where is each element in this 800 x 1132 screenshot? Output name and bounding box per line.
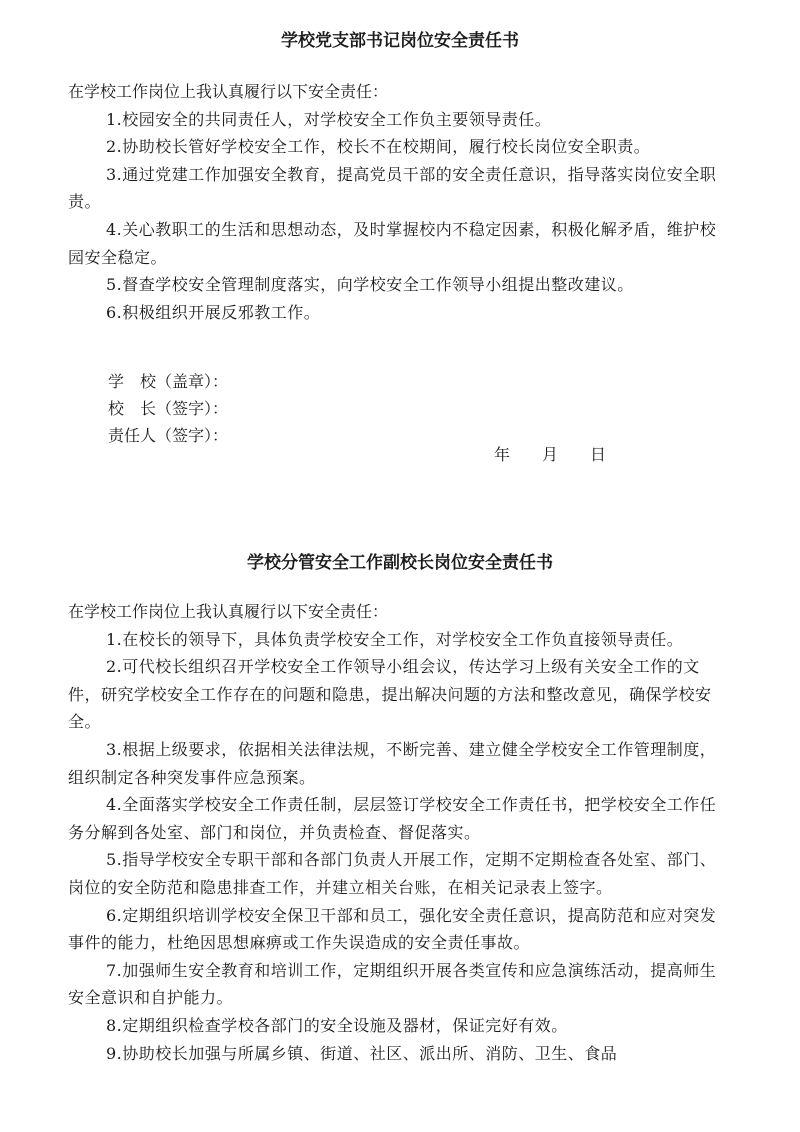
doc2-item-7: 7.加强师生安全教育和培训工作，定期组织开展各类宣传和应急演练活动，提高师生安全意识和自护能力。 (68, 960, 717, 1008)
doc2-item-5: 5.指导学校安全专职干部和各部门负责人开展工作，定期不定期检查各处室、部门、岗位的安全防范和隐患排查工作，并建立相关台账，在相关记录表上签字。 (68, 850, 717, 897)
doc1-item-2: 2.协助校长管好学校安全工作，校长不在校期间，履行校长岗位安全职责。 (106, 137, 651, 157)
doc2-item-3: 3.根据上级要求，依据相关法律法规，不断完善、建立健全学校安全工作管理制度，组织制定各种突发事件应急预案。 (68, 739, 717, 787)
doc1-body (68, 78, 732, 326)
doc1-item-3: 3.通过党建工作加强安全教育，提高党员干部的安全责任意识，指导落实岗位安全职责。 (68, 164, 717, 212)
doc1-signature-block (108, 368, 228, 449)
doc2-body (68, 598, 732, 1067)
doc1-item-4: 4.关心教职工的生活和思想动态，及时掌握校内不稳定因素，积极化解矛盾，维护校园安全稳定。 (68, 219, 717, 267)
doc2-item-2: 2.可代校长组织召开学校安全工作领导小组会议，传达学习上级有关安全工作的文件，研究学校安全工作存在的问题和隐患，提出解决问题的方法和整改意见，确保学校安全。 (68, 657, 712, 732)
doc1-item-1: 1.校园安全的共同责任人，对学校安全工作负主要领导责任。 (106, 109, 552, 129)
doc2-intro: 在学校工作岗位上我认真履行以下安全责任： (68, 602, 389, 621)
doc1-item-5: 5.督查学校安全管理制度落实，向学校安全工作领导小组提出整改建议。 (106, 275, 634, 295)
doc1-title: 学校党支部书记岗位安全责任书 (281, 31, 519, 51)
school-seal-line: 学 校（盖章）： (108, 372, 229, 391)
doc1-date-line: 年 月 日 (494, 445, 607, 464)
doc1-intro: 在学校工作岗位上我认真履行以下安全责任： (68, 82, 389, 101)
principal-signature-line: 校 长（签字）： (108, 399, 229, 418)
doc2-item-9: 9.协助校长加强与所属乡镇、街道、社区、派出所、消防、卫生、食品 (106, 1043, 618, 1063)
doc2-item-8: 8.定期组织检查学校各部门的安全设施及器材，保证完好有效。 (106, 1015, 568, 1035)
doc2-item-4: 4.全面落实学校安全工作责任制，层层签订学校安全工作责任书，把学校安全工作任务分解到各处室、部门和岗位，并负责检查、督促落实。 (68, 795, 717, 842)
doc2-title: 学校分管安全工作副校长岗位安全责任书 (247, 553, 553, 573)
doc1-item-6: 6.积极组织开展反邪教工作。 (106, 302, 321, 322)
responsible-signature-line: 责任人（签字）： (108, 426, 229, 445)
doc2-item-6: 6.定期组织培训学校安全保卫干部和员工，强化安全责任意识，提高防范和应对突发事件的能力，杜绝因思想麻痹或工作失误造成的安全责任事故。 (68, 905, 717, 953)
doc2-item-1: 1.在校长的领导下，具体负责学校安全工作，对学校安全工作负直接领导责任。 (106, 629, 684, 649)
